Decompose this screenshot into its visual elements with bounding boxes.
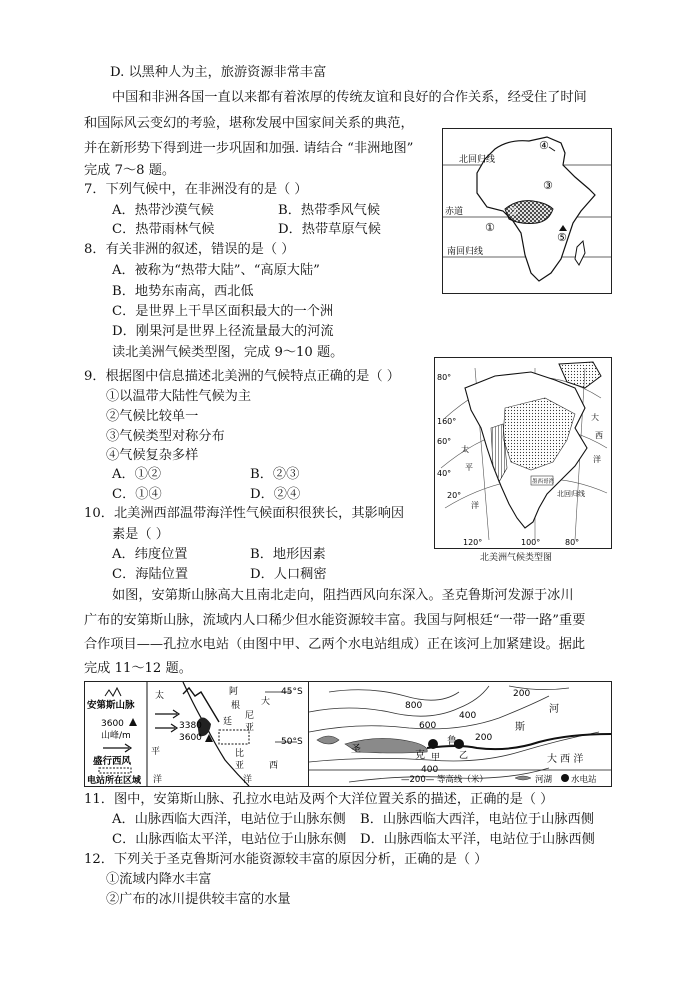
q7-option-b: B．热带季风气候	[278, 203, 381, 218]
intro-andes-line-2: 广布的安第斯山脉，流域内人口稀少但水能资源较丰富。我国与阿根廷“一带一路”重要	[84, 613, 586, 628]
lon-label-120: 120°	[463, 538, 483, 547]
q8-option-d: D．刚果河是世界上径流量最大的河流	[112, 324, 334, 339]
ocean-char-2: 平	[465, 463, 473, 472]
marker-3: ③	[543, 179, 553, 192]
q11-option-b: B．山脉西临大西洋，电站位于山脉西侧	[360, 812, 594, 827]
mountain-legend-icon	[105, 688, 121, 696]
char-yang-2: 洋	[243, 775, 253, 785]
q11-option-a: A．山脉西临大西洋，电站位于山脉东侧	[112, 812, 346, 827]
q7-option-a: A．热带沙漠气候	[112, 203, 214, 218]
station-legend-icon-2	[561, 774, 569, 782]
legend-contour: —200— 等高线（米）	[401, 775, 488, 785]
wind-arrow-1	[155, 710, 179, 718]
char-tai: 太	[155, 691, 165, 701]
char-ya-2: 亚	[235, 761, 245, 771]
lat-label-160: 160°	[437, 417, 457, 426]
char-ting: 廷	[223, 717, 233, 727]
contour-label-200: 200	[513, 689, 531, 699]
marker-2: ②	[509, 205, 519, 218]
q12-statement-1: ①流域内降水丰富	[106, 872, 212, 887]
q11-option-c: C．山脉西临太平洋，电站位于山脉东侧	[112, 832, 347, 847]
q8-stem: 8．有关非洲的叙述，错误的是（ ）	[84, 242, 295, 257]
intro-na: 读北美洲气候类型图，完成 9～10 题。	[112, 345, 344, 360]
mexico-gulf-label: 墨西哥湾	[532, 479, 555, 485]
ocean-label: 大 西 洋	[547, 754, 584, 765]
contour-label-400: 400	[459, 711, 477, 721]
intro-africa-line-3: 并在新形势下得到进一步巩固和加强. 请结合 “非洲地图”	[84, 141, 414, 156]
wind-legend-icon	[103, 744, 131, 752]
marker-1: ①	[485, 221, 495, 234]
q9-option-a: A．①②	[112, 467, 162, 482]
intro-andes-line-3: 合作项目——孔拉水电站（由图中甲、乙两个水电站组成）正在该河上加紧建设。据此	[84, 637, 586, 652]
river-char-2: 克	[415, 750, 425, 761]
legend-station-2: 水电站	[571, 775, 597, 785]
intro-africa-line-1: 中国和非洲各国一直以来都有着浓厚的传统友谊和良好的合作关系，经受住了时间	[112, 90, 587, 105]
q9-statement-4: ④气候复杂多样	[106, 448, 199, 463]
lat-label-80: 80°	[437, 373, 452, 382]
q9-option-b: B．②③	[250, 467, 300, 482]
legend-wind: 盛行西风	[93, 756, 132, 767]
q9-statement-1: ①以温带大陆性气候为主	[106, 389, 252, 404]
tropic-label: 北回归线	[459, 155, 496, 165]
legend-andes: 安第斯山脉	[87, 700, 135, 711]
char-a: 阿	[229, 687, 239, 697]
station-yi-label: 乙	[459, 751, 469, 761]
ocean-char-1: 太	[461, 445, 469, 454]
station-legend-icon	[99, 768, 131, 773]
peak-legend-icon	[129, 718, 137, 726]
char-ping: 平	[151, 747, 161, 757]
north-america-climate-map	[434, 357, 612, 549]
africa-map	[442, 128, 612, 294]
legend-station: 电站所在区域	[87, 776, 142, 786]
q12-statement-2: ②广布的冰川提供较丰富的水量	[106, 892, 291, 907]
lat-label-40: 40°	[437, 469, 452, 478]
ocean-char-4: 大	[591, 413, 599, 422]
char-da: 大	[261, 697, 271, 707]
river-char-3: 鲁	[447, 736, 457, 747]
contour-2	[329, 690, 459, 700]
q9-option-c: C．①④	[112, 487, 162, 502]
legend-lake: 河湖	[535, 775, 553, 785]
river-char-4: 斯	[515, 722, 525, 733]
intro-africa-line-2: 和国际风云变幻的考验，堪称发展中国家间关系的典范，	[84, 116, 414, 131]
ocean-char-6: 洋	[593, 455, 601, 464]
intro-africa-line-4: 完成 7～8 题。	[84, 163, 176, 178]
legend-peak-label: 山峰/m	[101, 731, 131, 741]
na-map-caption: 北美洲气候类型图	[480, 553, 553, 563]
q10-stem-1: 10．北美洲西部温带海洋性气候面积很狭长，其影响因	[84, 506, 405, 521]
intro-andes-line-1: 如图，安第斯山脉高大且南北走向，阻挡西风向东深入。圣克鲁斯河发源于冰川	[112, 588, 574, 603]
q9-statement-2: ②气候比较单一	[106, 409, 199, 424]
q10-option-a: A．纬度位置	[112, 547, 188, 562]
q10-option-c: C．海陆位置	[112, 567, 189, 582]
q10-option-b: B．地形因素	[250, 547, 326, 562]
wind-arrow-2	[155, 724, 177, 732]
marker-4: ④	[539, 139, 549, 152]
q9-stem: 9．根据图中信息描述北美洲的气候特点正确的是（ ）	[84, 369, 400, 384]
q8-option-c: C．是世界上干旱区面积最大的一个洲	[112, 304, 334, 319]
andes-left-map	[84, 681, 310, 787]
ocean-char-5: 西	[595, 431, 603, 440]
lat-45-label: 45°S	[281, 687, 303, 697]
q10-option-d: D．人口稠密	[250, 567, 327, 582]
char-ni: 尼	[245, 711, 255, 721]
na-tropic-label: 北回归线	[557, 490, 585, 498]
legend-peak-value: 3600	[101, 719, 124, 729]
madagascar	[575, 241, 585, 265]
char-bi: 比	[235, 749, 245, 759]
lon-label-100: 100°	[521, 538, 541, 547]
equator-label: 赤道	[445, 207, 464, 217]
lat-label-20: 20°	[447, 491, 462, 500]
char-gen: 根	[231, 701, 241, 711]
char-ya: 亚	[245, 723, 255, 733]
tropic-south-label: 南回归线	[447, 247, 484, 257]
ocean-char-3: 洋	[471, 501, 479, 510]
station-jia-icon	[428, 739, 438, 749]
lat-label-60: 60°	[437, 437, 452, 446]
marker-5: ⑤	[557, 231, 567, 244]
q7-option-d: D．热带草原气候	[278, 222, 381, 237]
char-xi: 西	[269, 761, 279, 771]
station-jia-label: 甲	[431, 753, 441, 763]
santa-cruz-river-map	[308, 681, 612, 787]
q8-option-a: A．被称为“热带大陆”、“高原大陆”	[112, 263, 320, 278]
q6-option-d: D. 以黑种人为主，旅游资源非常丰富	[110, 65, 327, 80]
contour-label-200b: 200	[475, 733, 493, 743]
q9-option-d: D．②④	[250, 487, 301, 502]
q7-option-c: C．热带雨林气候	[112, 222, 215, 237]
intro-andes-line-4: 完成 11～12 题。	[84, 661, 192, 676]
lat-50-label: 50°S	[281, 737, 303, 747]
lake-1	[317, 736, 339, 744]
contour-label-800: 800	[405, 701, 423, 711]
q11-stem: 11．图中，安第斯山脉、孔拉水电站及两个大洋位置关系的描述，正确的是（ ）	[84, 792, 554, 807]
river-char-5: 河	[549, 704, 559, 715]
char-yang-1: 洋	[153, 775, 163, 785]
peak-b-value: 3600	[179, 733, 202, 743]
contour-label-400b: 400	[421, 765, 439, 775]
contour-label-600: 600	[419, 721, 437, 731]
q9-statement-3: ③气候类型对称分布	[106, 429, 225, 444]
q7-stem: 7．下列气候中，在非洲没有的是（ ）	[84, 182, 308, 197]
lake-legend-icon	[515, 776, 531, 780]
q8-option-b: B．地势东南高，西北低	[112, 284, 254, 299]
q11-option-d: D．山脉西临太平洋，电站位于山脉西侧	[360, 832, 595, 847]
q10-stem-2: 素是（ ）	[112, 527, 169, 542]
river-char-1: 圣	[351, 744, 361, 755]
q12-stem: 12．下列关于圣克鲁斯河水能资源较丰富的原因分析，正确的是（ ）	[84, 852, 488, 867]
lon-label-80: 80°	[565, 538, 580, 547]
peak-a-value: 3380	[179, 721, 202, 731]
